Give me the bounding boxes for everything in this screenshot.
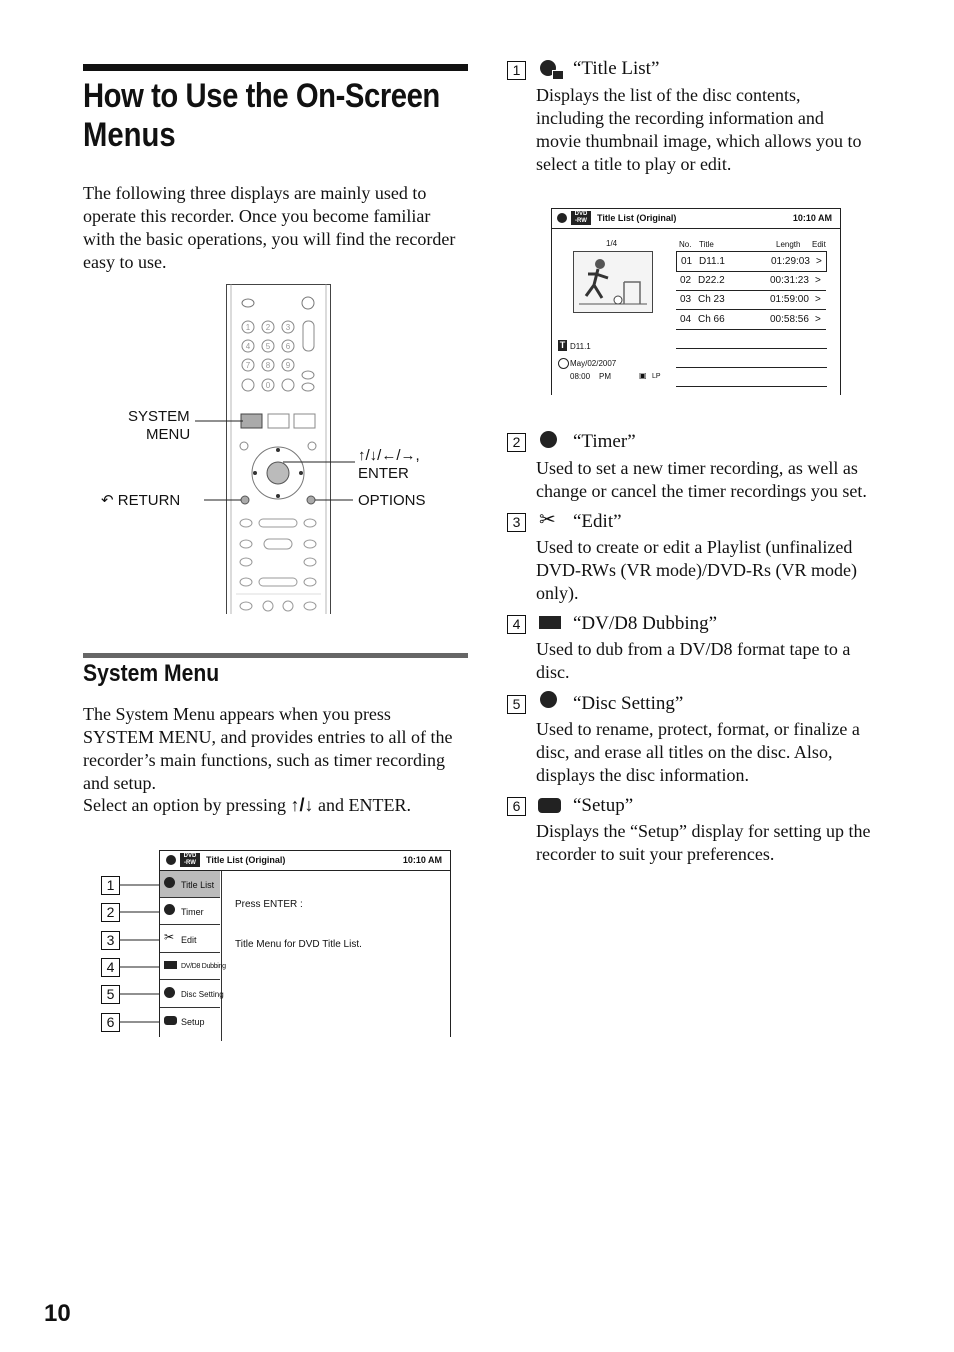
- svg-text:4: 4: [245, 342, 251, 351]
- screen-title-bar: [160, 851, 450, 871]
- title-table-header: No. Title Length Edit: [679, 240, 826, 249]
- screen2-title-bar: [552, 209, 840, 229]
- system-menu-screen: [159, 850, 451, 1037]
- clock-icon: [558, 358, 569, 369]
- screen2-clock: 10:10 AM: [792, 213, 832, 223]
- options-label: OPTIONS: [358, 492, 426, 509]
- svg-text:1: 1: [245, 323, 251, 332]
- disc-icon: [166, 855, 176, 865]
- menu-item-title-list[interactable]: Title List: [160, 871, 220, 898]
- edit-icon: ✂: [539, 509, 556, 531]
- dubbing-icon: [539, 616, 561, 629]
- setup-icon: [538, 798, 561, 813]
- page-title-line1: How to Use the On-Screen: [83, 77, 440, 115]
- title-row[interactable]: 01 D11.1 01:29:03 >: [676, 251, 827, 272]
- svg-text:2: 2: [265, 323, 271, 332]
- item-6-label: “Setup”: [573, 795, 634, 816]
- item-5-label: “Disc Setting”: [573, 693, 684, 714]
- page-title-line2: Menus: [83, 116, 176, 154]
- svg-text:3: 3: [285, 323, 291, 332]
- item-3-number: 3: [507, 513, 526, 532]
- item-4-label: “DV/D8 Dubbing”: [573, 613, 718, 634]
- title-row[interactable]: 02 D22.2 00:31:23 >: [676, 271, 826, 291]
- info-date: May/02/2007: [570, 359, 617, 368]
- item-2-number: 2: [507, 433, 526, 452]
- section-rule: [83, 653, 468, 658]
- title-row[interactable]: 03 Ch 23 01:59:00 >: [676, 290, 826, 310]
- timer-icon: [540, 431, 557, 448]
- svg-text:9: 9: [285, 361, 291, 370]
- enter-label: ENTER: [358, 465, 409, 482]
- item-1-label: “Title List”: [573, 58, 660, 79]
- dubbing-icon: [164, 961, 177, 969]
- select-option-line: Select an option by pressing ↑/↓ and ENTER.: [83, 795, 411, 815]
- item-4-number: 4: [507, 615, 526, 634]
- menu-column: [160, 871, 226, 1041]
- dvd-rw-badge: DVD -RW: [571, 211, 591, 225]
- svg-text:6: 6: [285, 342, 291, 351]
- svg-text:8: 8: [265, 361, 271, 370]
- item-1-number: 1: [507, 61, 526, 80]
- screen2-title: Title List (Original): [597, 213, 677, 223]
- title-list-icon: [164, 877, 175, 888]
- page-number: 10: [44, 1300, 71, 1327]
- callout-5: 5: [101, 985, 120, 1004]
- menu-item-setup[interactable]: Setup: [160, 1008, 220, 1034]
- item-5-number: 5: [507, 695, 526, 714]
- return-label: ↶ RETURN: [101, 492, 181, 509]
- callout-1: 1: [101, 876, 120, 895]
- empty-row-line: [676, 386, 827, 387]
- callout-4: 4: [101, 958, 120, 977]
- section-heading: System Menu: [83, 660, 220, 687]
- info-time: 08:00: [570, 372, 591, 381]
- movie-thumbnail: [573, 251, 653, 313]
- svg-text:5: 5: [265, 342, 271, 351]
- item-6-number: 6: [507, 797, 526, 816]
- item-6-description: Displays the “Setup” display for setting up the recorder to suit your preferences.: [536, 821, 871, 864]
- empty-row-line: [676, 367, 827, 368]
- callout-6: 6: [101, 1013, 120, 1032]
- dvd-rw-badge: DVD -RW: [180, 853, 200, 867]
- system-menu-label-1: SYSTEM: [128, 408, 190, 425]
- arrows-label: ↑/↓/←/→,: [358, 447, 420, 464]
- disc-setting-icon: [540, 691, 557, 708]
- item-2-description: Used to set a new timer recording, as well as change or cancel the timer recordings you set.: [536, 458, 867, 501]
- item-3-label: “Edit”: [573, 511, 622, 532]
- info-title: D11.1: [570, 342, 591, 351]
- menu-item-disc-setting[interactable]: Disc Setting: [160, 981, 220, 1008]
- title-list-icon-badge: [552, 70, 564, 80]
- svg-text:7: 7: [245, 361, 251, 370]
- disc-icon: [557, 213, 567, 223]
- title-list-screen: [551, 208, 841, 395]
- empty-row-line: [676, 348, 827, 349]
- info-pm: PM: [599, 372, 611, 381]
- item-4-description: Used to dub from a DV/D8 format tape to a disc.: [536, 639, 851, 682]
- return-icon: ↶: [101, 492, 114, 509]
- screen-title: Title List (Original): [206, 855, 286, 865]
- disc-setting-icon: [164, 987, 175, 998]
- title-rule: [83, 64, 468, 71]
- setup-icon: [164, 1016, 177, 1025]
- title-row[interactable]: 04 Ch 66 00:58:56 >: [676, 310, 826, 330]
- system-menu-label-2: MENU: [146, 426, 191, 443]
- screen-clock: 10:10 AM: [402, 855, 442, 865]
- remote-callout-lines: [195, 410, 365, 510]
- page-indicator: 1/4: [606, 239, 618, 248]
- callout-3: 3: [101, 931, 120, 950]
- item-5-description: Used to rename, protect, format, or finalize a disc, and erase all titles on the disc. Also, displays the disc information.: [536, 719, 860, 785]
- item-3-description: Used to create or edit a Playlist (unfinalized DVD-RWs (VR mode)/DVD-Rs (VR mode) only).: [536, 537, 857, 603]
- item-2-label: “Timer”: [573, 431, 636, 452]
- title-menu-description: Title Menu for DVD Title List.: [235, 939, 362, 950]
- svg-text:0: 0: [265, 381, 271, 390]
- edit-icon: ✂: [164, 930, 175, 944]
- press-enter-text: Press ENTER :: [235, 899, 303, 910]
- intro-paragraph: The following three displays are mainly used to operate this recorder. Once you become familiar with the basic operations, you will find the recorder easy to use.: [83, 183, 456, 272]
- callout-2: 2: [101, 903, 120, 922]
- lock-icon: ▣: [639, 371, 647, 380]
- system-menu-paragraph: The System Menu appears when you press SYSTEM MENU, and provides entries to all of the recorder’s main functions, such as timer recording and setup.: [83, 704, 453, 793]
- item-1-description: Displays the list of the disc contents, including the recording information and movie thumbnail image, which allows you to select a title to play or edit.: [536, 85, 862, 174]
- t-badge: T: [559, 340, 566, 350]
- menu-item-dubbing[interactable]: DV/D8 Dubbing: [160, 953, 220, 980]
- info-mode: LP: [652, 373, 661, 380]
- callout-lines: [119, 880, 161, 1030]
- menu-item-timer[interactable]: Timer: [160, 898, 220, 925]
- timer-icon: [164, 904, 175, 915]
- menu-item-edit[interactable]: ✂ Edit: [160, 926, 220, 953]
